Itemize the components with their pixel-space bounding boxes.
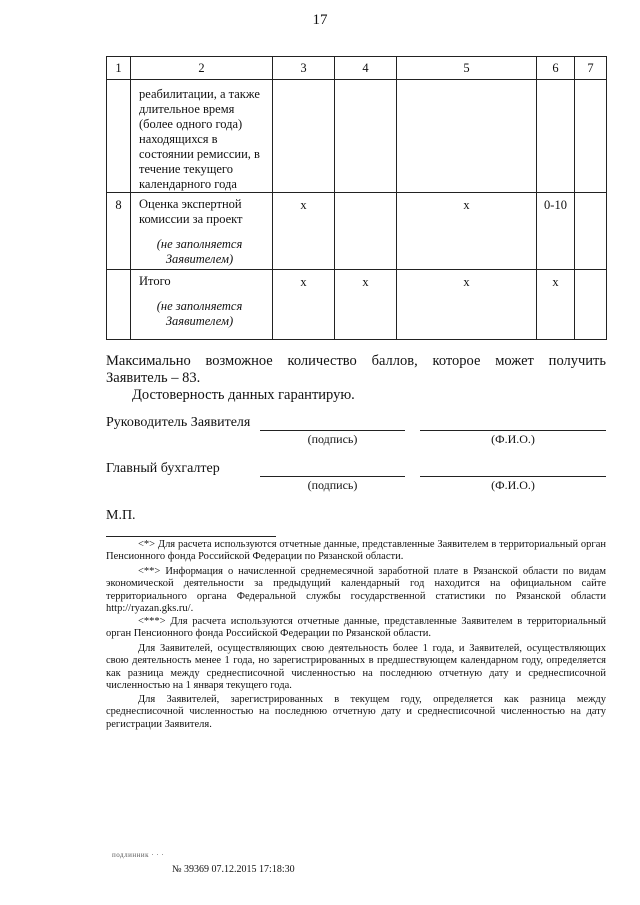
row-number: 8: [107, 193, 131, 270]
accountant-signature-caption: (подпись): [307, 478, 358, 492]
seal-label: М.П.: [106, 508, 136, 523]
footnote-1: <*> Для расчета используются отчетные данные, представленные Заявителем в территориальный орган Пенсионного фонда Российской Федерации по Рязанской области.: [106, 539, 606, 563]
row-number: [107, 270, 131, 340]
accountant-signature-line: [260, 476, 405, 477]
head-signature-label: Руководитель Заявителя: [106, 415, 251, 430]
criterion-text: Оценка экспертной комиссии за проект: [139, 197, 243, 226]
criterion-text: Итого: [139, 274, 171, 288]
header-cell: 6: [537, 57, 575, 80]
registration-stamp-id: № 39369 07.12.2015 17:18:30: [172, 864, 295, 875]
table-cell: [537, 80, 575, 193]
table-cell: x: [397, 193, 537, 270]
table-cell: 0-10: [537, 193, 575, 270]
criterion-note: (не заполняется Заявителем): [156, 237, 243, 266]
table-cell: [575, 193, 607, 270]
table-cell: x: [397, 270, 537, 340]
footnote-2: <**> Информация о начисленной среднемесячной заработной плате в Рязанской области по видам экономической деятельности за предыдущий календарный год находится на официальном сайте территориального органа Федеральной службы государственной статистики по Рязанской области http://ryazan.gks.ru/.: [106, 566, 606, 615]
table-cell: [575, 80, 607, 193]
head-name-line: [420, 430, 606, 431]
table-row-total: [107, 270, 607, 340]
header-cell: 3: [273, 57, 335, 80]
footnote-4: Для Заявителей, осуществляющих свою деятельность более 1 года, и Заявителей, осуществляющих свою деятельность менее 1 года, но зарегистрированных в предшествующем календарном году, определяется как разница между среднесписочной численностью на последнюю отчетную дату и среднесписочной численностью на 1 января текущего года.: [106, 643, 606, 692]
criterion-text: реабилитации, а также длительное время (более одного года) находящихся в состоянии ремиссии, в течение текущего календарного года: [131, 80, 273, 193]
footnote-divider: [106, 536, 276, 537]
max-score-line-1: Максимально возможное количество баллов, которое может получить: [106, 353, 606, 369]
footnote-5: Для Заявителей, зарегистрированных в текущем году, определяется как разница между среднесписочной численностью на последнюю отчетную дату и среднесписочной численностью на дату регистрации Заявителя.: [106, 694, 606, 730]
page-number: 17: [312, 12, 328, 28]
table-cell: [575, 270, 607, 340]
table-cell: x: [335, 270, 397, 340]
table-header-row: [107, 57, 607, 80]
max-score-line-2: Заявитель – 83.: [106, 370, 201, 386]
criterion-cell: [131, 193, 273, 270]
table-cell: x: [273, 270, 335, 340]
table-row: [107, 80, 607, 193]
head-signature-line: [260, 430, 405, 431]
row-number: [107, 80, 131, 193]
header-cell: 5: [397, 57, 537, 80]
table-cell: [397, 80, 537, 193]
footnote-3: <***> Для расчета используются отчетные данные, представленные Заявителем в территориальный орган Пенсионного фонда Российской Федерации по Рязанской области.: [106, 616, 606, 640]
header-cell: 2: [131, 57, 273, 80]
head-name-caption: (Ф.И.О.): [491, 432, 535, 446]
accountant-name-line: [420, 476, 606, 477]
criterion-cell: [131, 270, 273, 340]
table-cell: x: [273, 193, 335, 270]
criterion-note: (не заполняется Заявителем): [156, 299, 243, 328]
guarantee-text: Достоверность данных гарантирую.: [132, 387, 355, 403]
table-cell: [273, 80, 335, 193]
accountant-signature-label: Главный бухгалтер: [106, 461, 220, 476]
header-cell: 4: [335, 57, 397, 80]
table-cell: [335, 193, 397, 270]
head-signature-caption: (подпись): [307, 432, 358, 446]
registration-stamp-small: подлинник · · ·: [112, 851, 165, 859]
table-cell: x: [537, 270, 575, 340]
header-cell: 1: [107, 57, 131, 80]
criteria-table: [106, 56, 607, 340]
header-cell: 7: [575, 57, 607, 80]
table-cell: [335, 80, 397, 193]
accountant-name-caption: (Ф.И.О.): [491, 478, 535, 492]
table-row: [107, 193, 607, 270]
